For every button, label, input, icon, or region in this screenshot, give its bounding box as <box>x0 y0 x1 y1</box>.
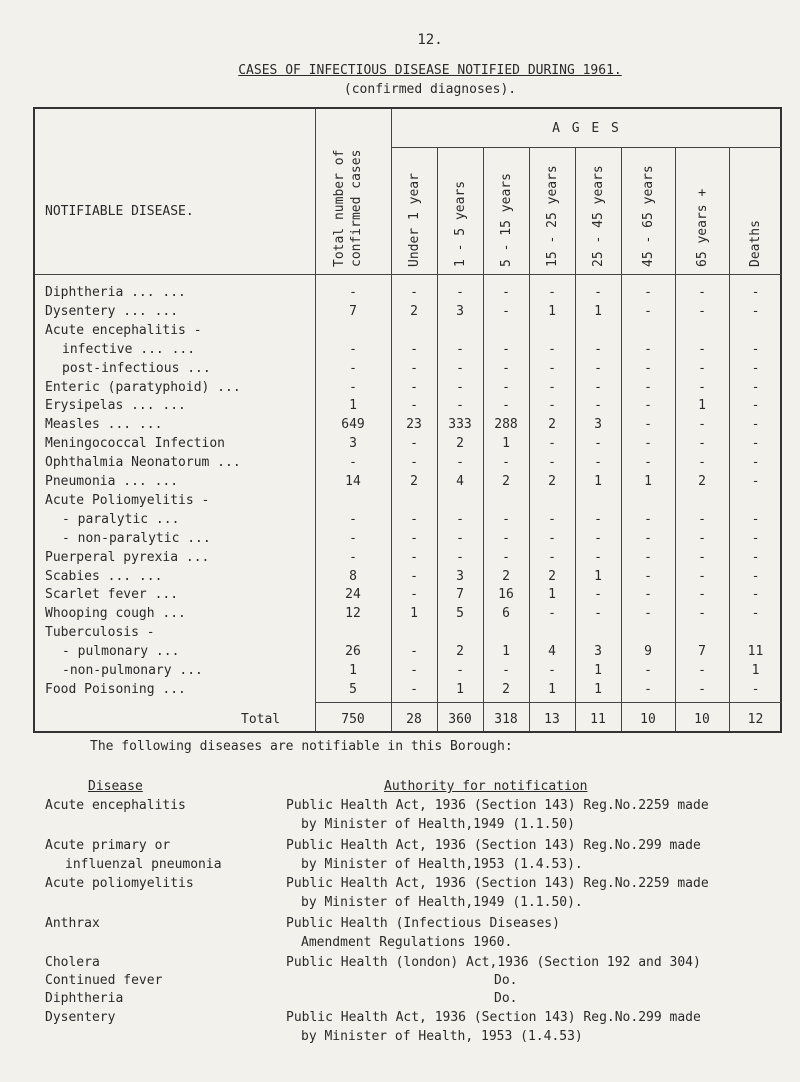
authority-col-heading: Authority for notification <box>384 779 588 794</box>
table-cell: 2 <box>502 474 510 489</box>
table-cell: - <box>644 436 652 452</box>
table-cell: - <box>349 341 357 357</box>
disease-name: Whooping cough ... <box>45 606 186 622</box>
table-cell: 2 <box>410 474 418 489</box>
table-cell: - <box>410 285 418 300</box>
table-cell: - <box>349 379 357 395</box>
table-cell: - <box>349 455 357 471</box>
table-cell: - <box>502 455 510 471</box>
table-cell: - <box>594 606 602 622</box>
age-col-under-1: Under 1 year <box>407 173 422 267</box>
total-cell: 28 <box>406 712 422 727</box>
table-cell: - <box>751 587 760 603</box>
table-cell: - <box>644 398 652 414</box>
table-cell: - <box>548 379 556 395</box>
page-subtitle: (confirmed diagnoses). <box>343 82 517 97</box>
table-cell: - <box>502 303 510 319</box>
table-cell: - <box>698 360 706 376</box>
total-cell: 10 <box>640 712 656 727</box>
table-cell: 1 <box>644 474 652 489</box>
table-cell: - <box>698 681 706 697</box>
authority-text: Public Health Act, 1936 (Section 143) Reg.No.2259 made <box>286 798 709 813</box>
authority-text-cont: by Minister of Health,1949 (1.1.50) <box>301 817 575 832</box>
table-cell: 11 <box>747 644 764 660</box>
table-cell: 1 <box>410 606 418 622</box>
authority-disease-cont: influenzal pneumonia <box>65 857 222 872</box>
table-cell: 1 <box>548 587 556 603</box>
table-cell: - <box>502 511 510 527</box>
table-cell: 1 <box>548 303 556 319</box>
table-cell: - <box>698 606 706 622</box>
table-cell: - <box>548 549 556 565</box>
table-cell: - <box>548 360 556 376</box>
table-cell: - <box>644 530 652 546</box>
disease-name: Acute encephalitis - <box>45 322 202 338</box>
table-cell: - <box>349 285 357 300</box>
table-cell: 1 <box>594 303 602 319</box>
authority-disease: Cholera <box>45 955 100 970</box>
table-cell: - <box>456 379 464 395</box>
authority-disease: Acute poliomyelitis <box>45 876 194 891</box>
table-cell: 1 <box>456 681 464 697</box>
disease-name: - pulmonary ... <box>62 644 180 660</box>
table-cell: 3 <box>349 436 357 452</box>
table-cell: - <box>594 285 602 300</box>
table-cell: - <box>594 455 602 471</box>
table-cell: - <box>410 436 418 452</box>
table-cell: 26 <box>345 644 361 660</box>
disease-name: Scarlet fever ... <box>45 587 179 603</box>
table-cell: - <box>502 549 510 565</box>
total-label: Total <box>241 712 281 727</box>
table-cell: - <box>751 341 760 357</box>
table-cell: 2 <box>456 644 464 660</box>
authority-text-cont: by Minister of Health,1949 (1.1.50). <box>301 895 583 910</box>
disease-name: Meningococcal Infection <box>45 436 226 452</box>
table-cell: - <box>502 341 510 357</box>
table-cell: 2 <box>698 474 706 489</box>
disease-col-heading: Disease <box>88 779 143 794</box>
table-cell: - <box>410 530 418 546</box>
authority-text: Public Health (Infectious Diseases) <box>286 916 560 931</box>
disease-name: Tuberculosis - <box>45 625 155 641</box>
table-cell: - <box>644 511 652 527</box>
authority-text: Public Health Act, 1936 (Section 143) Reg.No.299 made <box>286 838 701 853</box>
table-cell: - <box>751 606 760 622</box>
table-cell: - <box>349 511 357 527</box>
table-cell: - <box>698 587 706 603</box>
table-cell: - <box>456 341 464 357</box>
table-cell: - <box>456 511 464 527</box>
table-cell: 5 <box>349 681 357 697</box>
authority-text: Public Health Act, 1936 (Section 143) Reg.No.299 made <box>286 1010 701 1025</box>
table-cell: 9 <box>644 644 652 660</box>
table-cell: - <box>751 474 760 489</box>
age-col-45-65: 45 - 65 years <box>641 165 656 267</box>
table-cell: - <box>349 360 357 376</box>
table-cell: - <box>698 511 706 527</box>
table-cell: - <box>410 549 418 565</box>
table-cell: - <box>698 417 706 433</box>
authority-text-cont: Amendment Regulations 1960. <box>301 935 513 950</box>
table-cell: - <box>548 341 556 357</box>
table-cell: 14 <box>345 474 361 489</box>
table-cell: - <box>410 568 418 584</box>
table-cell: - <box>410 455 418 471</box>
table-cell: - <box>751 398 760 414</box>
disease-name: Ophthalmia Neonatorum ... <box>45 455 241 471</box>
table-cell: 1 <box>594 568 602 584</box>
table-cell: - <box>644 587 652 603</box>
age-col-5-15: 5 - 15 years <box>499 173 514 267</box>
authority-text: Public Health Act, 1936 (Section 143) Reg.No.2259 made <box>286 876 709 891</box>
table-cell: - <box>594 379 602 395</box>
table-cell: - <box>456 663 464 678</box>
table-cell: - <box>644 455 652 471</box>
age-col-deaths: Deaths <box>748 220 763 267</box>
table-cell: - <box>644 417 652 433</box>
disease-name: Food Poisoning ... <box>45 681 186 697</box>
table-cell: - <box>751 455 760 471</box>
total-cases-header-line2: confirmed cases <box>349 149 364 267</box>
table-cell: - <box>698 549 706 565</box>
ages-header: A G E S <box>552 121 621 136</box>
notifiable-intro: The following diseases are notifiable in this Borough: <box>90 739 513 754</box>
table-cell: 1 <box>594 474 602 489</box>
table-cell: 288 <box>494 417 518 433</box>
table-cell: 2 <box>548 417 556 433</box>
table-cell: - <box>410 341 418 357</box>
table-cell: 1 <box>698 398 706 414</box>
authority-disease: Diphtheria <box>45 991 124 1006</box>
authority-disease: Acute primary or <box>45 838 171 853</box>
table-cell: - <box>751 303 760 319</box>
table-cell: - <box>410 511 418 527</box>
table-cell: - <box>644 341 652 357</box>
table-cell: - <box>751 436 760 452</box>
table-cell: - <box>410 587 418 603</box>
page-number: 12. <box>417 32 443 48</box>
table-cell: - <box>548 285 556 300</box>
table-cell: 2 <box>502 681 510 697</box>
table-cell: - <box>698 530 706 546</box>
table-cell: - <box>548 606 556 622</box>
table-cell: 7 <box>698 644 706 660</box>
authority-disease: Dysentery <box>45 1010 116 1025</box>
authority-disease: Acute encephalitis <box>45 798 186 813</box>
table-cell: - <box>751 511 760 527</box>
table-cell: - <box>751 417 760 433</box>
table-cell: - <box>548 663 556 678</box>
total-cell: 318 <box>494 712 518 727</box>
table-cell: - <box>698 341 706 357</box>
table-cell: - <box>751 568 760 584</box>
table-cell: - <box>644 285 652 300</box>
table-cell: - <box>456 530 464 546</box>
disease-name: Enteric (paratyphoid) ... <box>45 379 241 395</box>
table-cell: - <box>456 455 464 471</box>
table-cell: - <box>502 530 510 546</box>
table-cell: - <box>349 530 357 546</box>
disease-name: -non-pulmonary ... <box>62 663 203 678</box>
table-cell: 7 <box>456 587 464 603</box>
disease-name: - paralytic ... <box>62 511 180 527</box>
authority-text: Public Health (london) Act,1936 (Section 192 and 304) <box>286 955 701 970</box>
table-cell: - <box>644 568 652 584</box>
table-cell: - <box>644 360 652 376</box>
authority-text-cont: by Minister of Health,1953 (1.4.53). <box>301 857 583 872</box>
table-cell: - <box>502 663 510 678</box>
table-cell: - <box>751 549 760 565</box>
table-cell: - <box>410 681 418 697</box>
table-cell: - <box>644 663 652 678</box>
table-cell: - <box>698 455 706 471</box>
disease-column-header: NOTIFIABLE DISEASE. <box>45 204 194 219</box>
table-cell: 4 <box>456 474 464 489</box>
table-cell: 12 <box>345 606 361 622</box>
disease-name: - non-paralytic ... <box>62 530 211 546</box>
table-cell: - <box>594 398 602 414</box>
table-cell: - <box>410 398 418 414</box>
table-cell: - <box>751 379 760 395</box>
table-cell: 7 <box>349 303 357 319</box>
table-cell: 2 <box>548 474 556 489</box>
table-cell: - <box>698 379 706 395</box>
table-cell: 1 <box>502 436 510 452</box>
table-cell: - <box>644 606 652 622</box>
table-cell: - <box>502 360 510 376</box>
total-cell: 11 <box>590 712 606 727</box>
table-cell: - <box>751 530 760 546</box>
table-cell: - <box>548 511 556 527</box>
table-cell: - <box>410 360 418 376</box>
disease-name: infective ... ... <box>62 341 196 357</box>
table-cell: - <box>594 549 602 565</box>
table-cell: - <box>410 379 418 395</box>
table-cell: - <box>594 587 602 603</box>
table-cell: 24 <box>345 587 361 603</box>
table-cell: - <box>548 455 556 471</box>
table-cell: - <box>594 341 602 357</box>
table-cell: - <box>456 285 464 300</box>
table-cell: 1 <box>594 681 602 697</box>
total-cases-header-line1: Total number of <box>332 149 347 267</box>
disease-name: Acute Poliomyelitis - <box>45 492 210 508</box>
table-cell: 16 <box>498 587 514 603</box>
authority-disease: Continued fever <box>45 973 163 988</box>
total-cell: 10 <box>694 712 710 727</box>
table-cell: - <box>594 360 602 376</box>
table-cell: 3 <box>594 417 602 433</box>
disease-name: Scabies ... ... <box>45 568 163 584</box>
table-cell: - <box>698 568 706 584</box>
disease-name: Measles ... ... <box>45 417 163 433</box>
table-cell: - <box>751 681 760 697</box>
table-cell: 23 <box>406 417 422 433</box>
table-cell: - <box>548 530 556 546</box>
disease-name: Erysipelas ... ... <box>45 398 186 414</box>
authority-text: Do. <box>494 973 518 988</box>
table-cell: - <box>502 285 510 300</box>
table-cell: - <box>698 285 706 300</box>
table-cell: - <box>594 511 602 527</box>
table-cell: - <box>698 436 706 452</box>
disease-table <box>33 107 782 733</box>
table-cell: 2 <box>410 303 418 319</box>
table-cell: 3 <box>594 644 602 660</box>
disease-name: Dysentery ... ... <box>45 303 179 319</box>
table-cell: 2 <box>548 568 556 584</box>
table-cell: - <box>410 644 418 660</box>
age-col-25-45: 25 - 45 years <box>591 165 606 267</box>
table-cell: 3 <box>456 568 464 584</box>
table-cell: 1 <box>502 644 510 660</box>
table-cell: - <box>456 398 464 414</box>
disease-name: Pneumonia ... ... <box>45 474 179 489</box>
table-cell: - <box>751 360 760 376</box>
table-cell: - <box>644 549 652 565</box>
authority-text-cont: by Minister of Health, 1953 (1.4.53) <box>301 1029 583 1044</box>
disease-name: Puerperal pyrexia ... <box>45 549 210 565</box>
table-cell: 1 <box>548 681 556 697</box>
table-cell: - <box>410 663 418 678</box>
age-col-15-25: 15 - 25 years <box>545 165 560 267</box>
table-cell: - <box>644 681 652 697</box>
table-cell: 8 <box>349 568 357 584</box>
table-cell: - <box>751 285 760 300</box>
table-cell: 333 <box>448 417 472 433</box>
table-cell: 3 <box>456 303 464 319</box>
table-cell: 4 <box>548 644 556 660</box>
authority-disease: Anthrax <box>45 916 100 931</box>
disease-name: Diphtheria ... ... <box>45 285 186 300</box>
total-cell: 750 <box>341 712 365 727</box>
table-cell: - <box>456 549 464 565</box>
table-cell: - <box>349 549 357 565</box>
table-cell: - <box>698 663 706 678</box>
table-cell: - <box>594 530 602 546</box>
table-cell: - <box>594 436 602 452</box>
table-cell: - <box>548 398 556 414</box>
table-cell: 1 <box>751 663 760 678</box>
authority-text: Do. <box>494 991 518 1006</box>
table-cell: 649 <box>341 417 365 433</box>
page-title: CASES OF INFECTIOUS DISEASE NOTIFIED DURING 1961. <box>238 63 622 78</box>
table-cell: - <box>456 360 464 376</box>
table-cell: 1 <box>349 398 357 414</box>
table-cell: 2 <box>502 568 510 584</box>
total-cell: 13 <box>544 712 560 727</box>
total-cell: 12 <box>747 712 764 727</box>
table-cell: - <box>644 303 652 319</box>
age-col-1-5: 1 - 5 years <box>453 180 468 267</box>
table-cell: 5 <box>456 606 464 622</box>
disease-name: post-infectious ... <box>62 360 211 376</box>
age-col-65-plus: 65 years + <box>695 188 710 267</box>
table-cell: 2 <box>456 436 464 452</box>
table-cell: - <box>548 436 556 452</box>
table-cell: 1 <box>349 663 357 678</box>
table-cell: - <box>502 379 510 395</box>
total-cell: 360 <box>448 712 472 727</box>
table-cell: - <box>502 398 510 414</box>
table-cell: - <box>644 379 652 395</box>
table-cell: 1 <box>594 663 602 678</box>
table-cell: - <box>698 303 706 319</box>
table-cell: 6 <box>502 606 510 622</box>
